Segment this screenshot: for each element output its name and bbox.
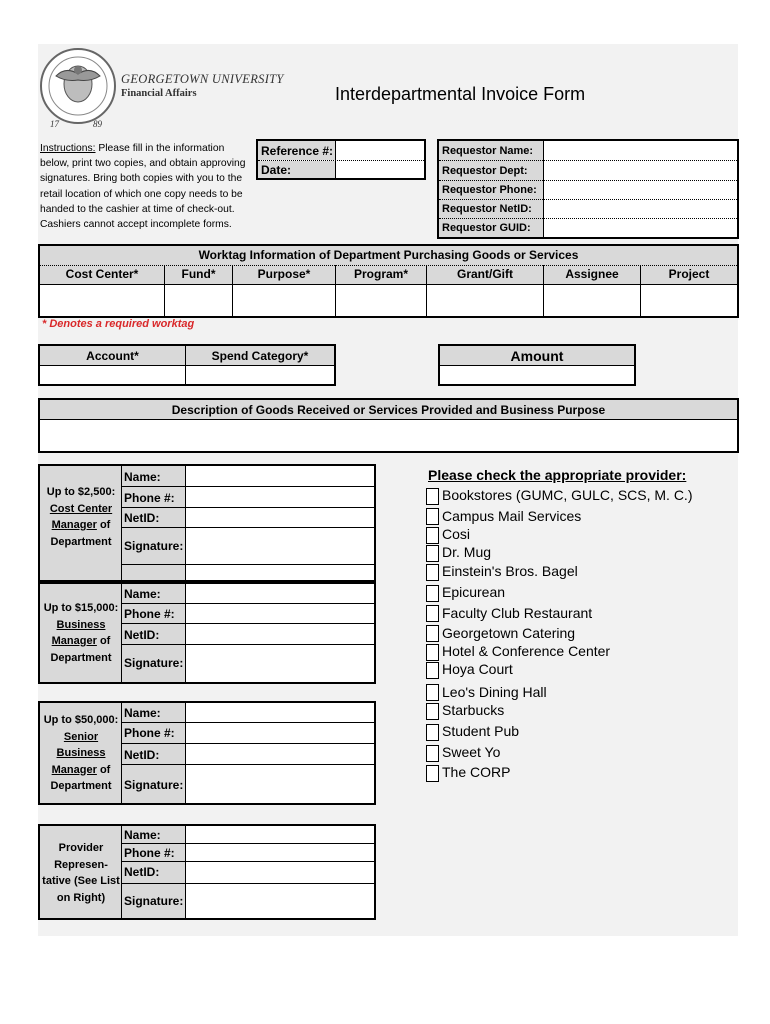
fund-input[interactable] — [165, 285, 232, 316]
reference-label: Reference #: — [258, 141, 336, 160]
provider-label: Campus Mail Services — [442, 508, 582, 524]
provider-checkbox[interactable] — [426, 488, 439, 505]
approver-phone-input[interactable] — [186, 723, 374, 743]
provider-checkbox[interactable] — [426, 605, 439, 622]
approver-phone-input[interactable] — [186, 487, 374, 507]
provider-checkbox[interactable] — [426, 508, 439, 525]
netid-label: NetID: — [124, 748, 160, 762]
provider-checkbox[interactable] — [426, 527, 439, 544]
provider-checkbox[interactable] — [426, 545, 439, 562]
reference-box — [256, 139, 426, 180]
description-input[interactable] — [40, 420, 737, 451]
provider-label: Sweet Yo — [442, 744, 501, 760]
approver-block-2500 — [38, 464, 376, 582]
provider-label: Einstein's Bros. Bagel — [442, 563, 578, 579]
requestor-guid-label: Requestor GUID: — [442, 222, 531, 234]
phone-label: Phone #: — [124, 491, 175, 505]
approver-name-input[interactable] — [186, 826, 374, 843]
approver-signature-input[interactable] — [186, 765, 374, 803]
requestor-dept-label: Requestor Dept: — [442, 165, 528, 177]
department-name: Financial Affairs — [121, 88, 197, 99]
requestor-box — [437, 139, 739, 239]
requestor-name-input[interactable] — [544, 141, 737, 160]
phone-label: Phone #: — [124, 846, 175, 860]
provider-checkbox[interactable] — [426, 564, 439, 581]
netid-label: NetID: — [124, 865, 160, 879]
grant-gift-input[interactable] — [427, 285, 543, 316]
approver-name-input[interactable] — [186, 584, 374, 603]
provider-checkbox[interactable] — [426, 703, 439, 720]
provider-label: Epicurean — [442, 584, 506, 600]
instructions-label: Instructions: — [40, 143, 96, 154]
approver-netid-input[interactable] — [186, 508, 374, 527]
requestor-netid-label: Requestor NetID: — [442, 203, 532, 215]
svg-text:89: 89 — [93, 119, 102, 129]
provider-checkbox[interactable] — [426, 644, 439, 661]
approver-netid-input[interactable] — [186, 862, 374, 883]
provider-label: Starbucks — [442, 702, 505, 718]
provider-label: Georgetown Catering — [442, 625, 576, 641]
approver-name-input[interactable] — [186, 466, 374, 486]
column-fund: Fund* — [181, 267, 216, 281]
required-worktag-note: * Denotes a required worktag — [42, 318, 195, 330]
signature-label: Signature: — [124, 539, 184, 553]
provider-label: Student Pub — [442, 723, 520, 739]
provider-checkbox[interactable] — [426, 745, 439, 762]
provider-label: Faculty Club Restaurant — [442, 605, 593, 621]
requestor-phone-input[interactable] — [544, 181, 737, 199]
signature-label: Signature: — [124, 894, 184, 908]
instructions-text: Please fill in the information below, print two copies, and obtain approving signatures. Bring both copies with you to the retail location of which one copy needs to be handed to the cashier at time of check-out. Cashiers cannot accept incomplete forms. — [40, 143, 246, 231]
project-input[interactable] — [641, 285, 737, 316]
approver-block-provider — [38, 824, 376, 920]
approver-phone-input[interactable] — [186, 844, 374, 861]
description-title: Description of Goods Received or Services Provided and Business Purpose — [40, 400, 737, 419]
amount-table — [438, 344, 636, 386]
provider-label: Hoya Court — [442, 661, 513, 677]
reference-input[interactable] — [336, 141, 424, 160]
provider-label: Hotel & Conference Center — [442, 643, 611, 659]
approver-signature-input[interactable] — [186, 528, 374, 564]
requestor-phone-label: Requestor Phone: — [442, 184, 537, 196]
provider-checkbox[interactable] — [426, 684, 439, 701]
netid-label: NetID: — [124, 628, 160, 642]
approver-name-input[interactable] — [186, 703, 374, 722]
approver-block-50000 — [38, 701, 376, 805]
name-label: Name: — [124, 828, 161, 842]
account-input[interactable] — [40, 366, 185, 384]
instructions — [40, 141, 256, 232]
provider-checkbox[interactable] — [426, 662, 439, 679]
provider-checkbox[interactable] — [426, 585, 439, 602]
svg-text:17: 17 — [50, 119, 59, 129]
phone-label: Phone #: — [124, 607, 175, 621]
university-name: GEORGETOWN UNIVERSITY — [121, 72, 284, 86]
approver-tier-label: Up to $2,500: Cost Center Manager of Department — [46, 486, 116, 548]
provider-label: The CORP — [442, 764, 511, 780]
approver-netid-input[interactable] — [186, 624, 374, 644]
date-input[interactable] — [336, 161, 424, 178]
worktag-table — [38, 244, 739, 318]
spend-category-input[interactable] — [186, 366, 334, 384]
requestor-guid-input[interactable] — [544, 219, 737, 237]
provider-label: Bookstores (GUMC, GULC, SCS, M. C.) — [442, 487, 693, 503]
approver-phone-input[interactable] — [186, 604, 374, 623]
approver-tier-label: Up to $50,000: Senior Business Manager of Department — [43, 714, 119, 792]
amount-input[interactable] — [440, 366, 634, 384]
column-cost-center: Cost Center* — [65, 267, 139, 281]
requestor-netid-input[interactable] — [544, 200, 737, 218]
amount-label: Amount — [440, 346, 634, 365]
column-purpose: Purpose* — [257, 267, 311, 281]
account-label: Account* — [40, 346, 185, 365]
approver-tier-label: Up to $15,000: Business Manager of Department — [43, 602, 119, 664]
approver-tier-label: Provider Represen- tative (See List on Right) — [42, 842, 120, 904]
netid-label: NetID: — [124, 511, 160, 525]
phone-label: Phone #: — [124, 726, 175, 740]
column-assignee: Assignee — [565, 267, 619, 281]
cost-center-input[interactable] — [40, 285, 164, 316]
provider-checkbox[interactable] — [426, 724, 439, 741]
signature-label: Signature: — [124, 778, 184, 792]
provider-label: Dr. Mug — [442, 544, 492, 560]
provider-label: Cosi — [442, 526, 471, 542]
assignee-input[interactable] — [544, 285, 640, 316]
column-program: Program* — [353, 267, 409, 281]
signature-label: Signature: — [124, 656, 184, 670]
provider-label: Leo's Dining Hall — [442, 684, 547, 700]
requestor-name-label: Requestor Name: — [442, 145, 534, 157]
name-label: Name: — [124, 587, 161, 601]
name-label: Name: — [124, 706, 161, 720]
approver-signature-input[interactable] — [186, 645, 374, 682]
requestor-dept-input[interactable] — [544, 161, 737, 180]
worktag-title: Worktag Information of Department Purchasing Goods or Services — [198, 248, 579, 262]
university-seal-icon — [38, 46, 118, 130]
form-title: Interdepartmental Invoice Form — [335, 84, 586, 104]
provider-checkbox[interactable] — [426, 625, 439, 642]
program-input[interactable] — [336, 285, 426, 316]
approver-netid-input[interactable] — [186, 744, 374, 764]
description-table — [38, 398, 739, 453]
column-grant-gift: Grant/Gift — [457, 267, 513, 281]
date-label: Date: — [258, 161, 336, 178]
provider-checkbox[interactable] — [426, 765, 439, 782]
approver-block-15000 — [38, 582, 376, 684]
approver-signature-input[interactable] — [186, 884, 374, 918]
name-label: Name: — [124, 470, 161, 484]
providers-title: Please check the appropriate provider: — [428, 467, 687, 483]
spend-category-label: Spend Category* — [186, 346, 334, 365]
purpose-input[interactable] — [233, 285, 335, 316]
column-project: Project — [668, 267, 710, 281]
account-table — [38, 344, 336, 386]
